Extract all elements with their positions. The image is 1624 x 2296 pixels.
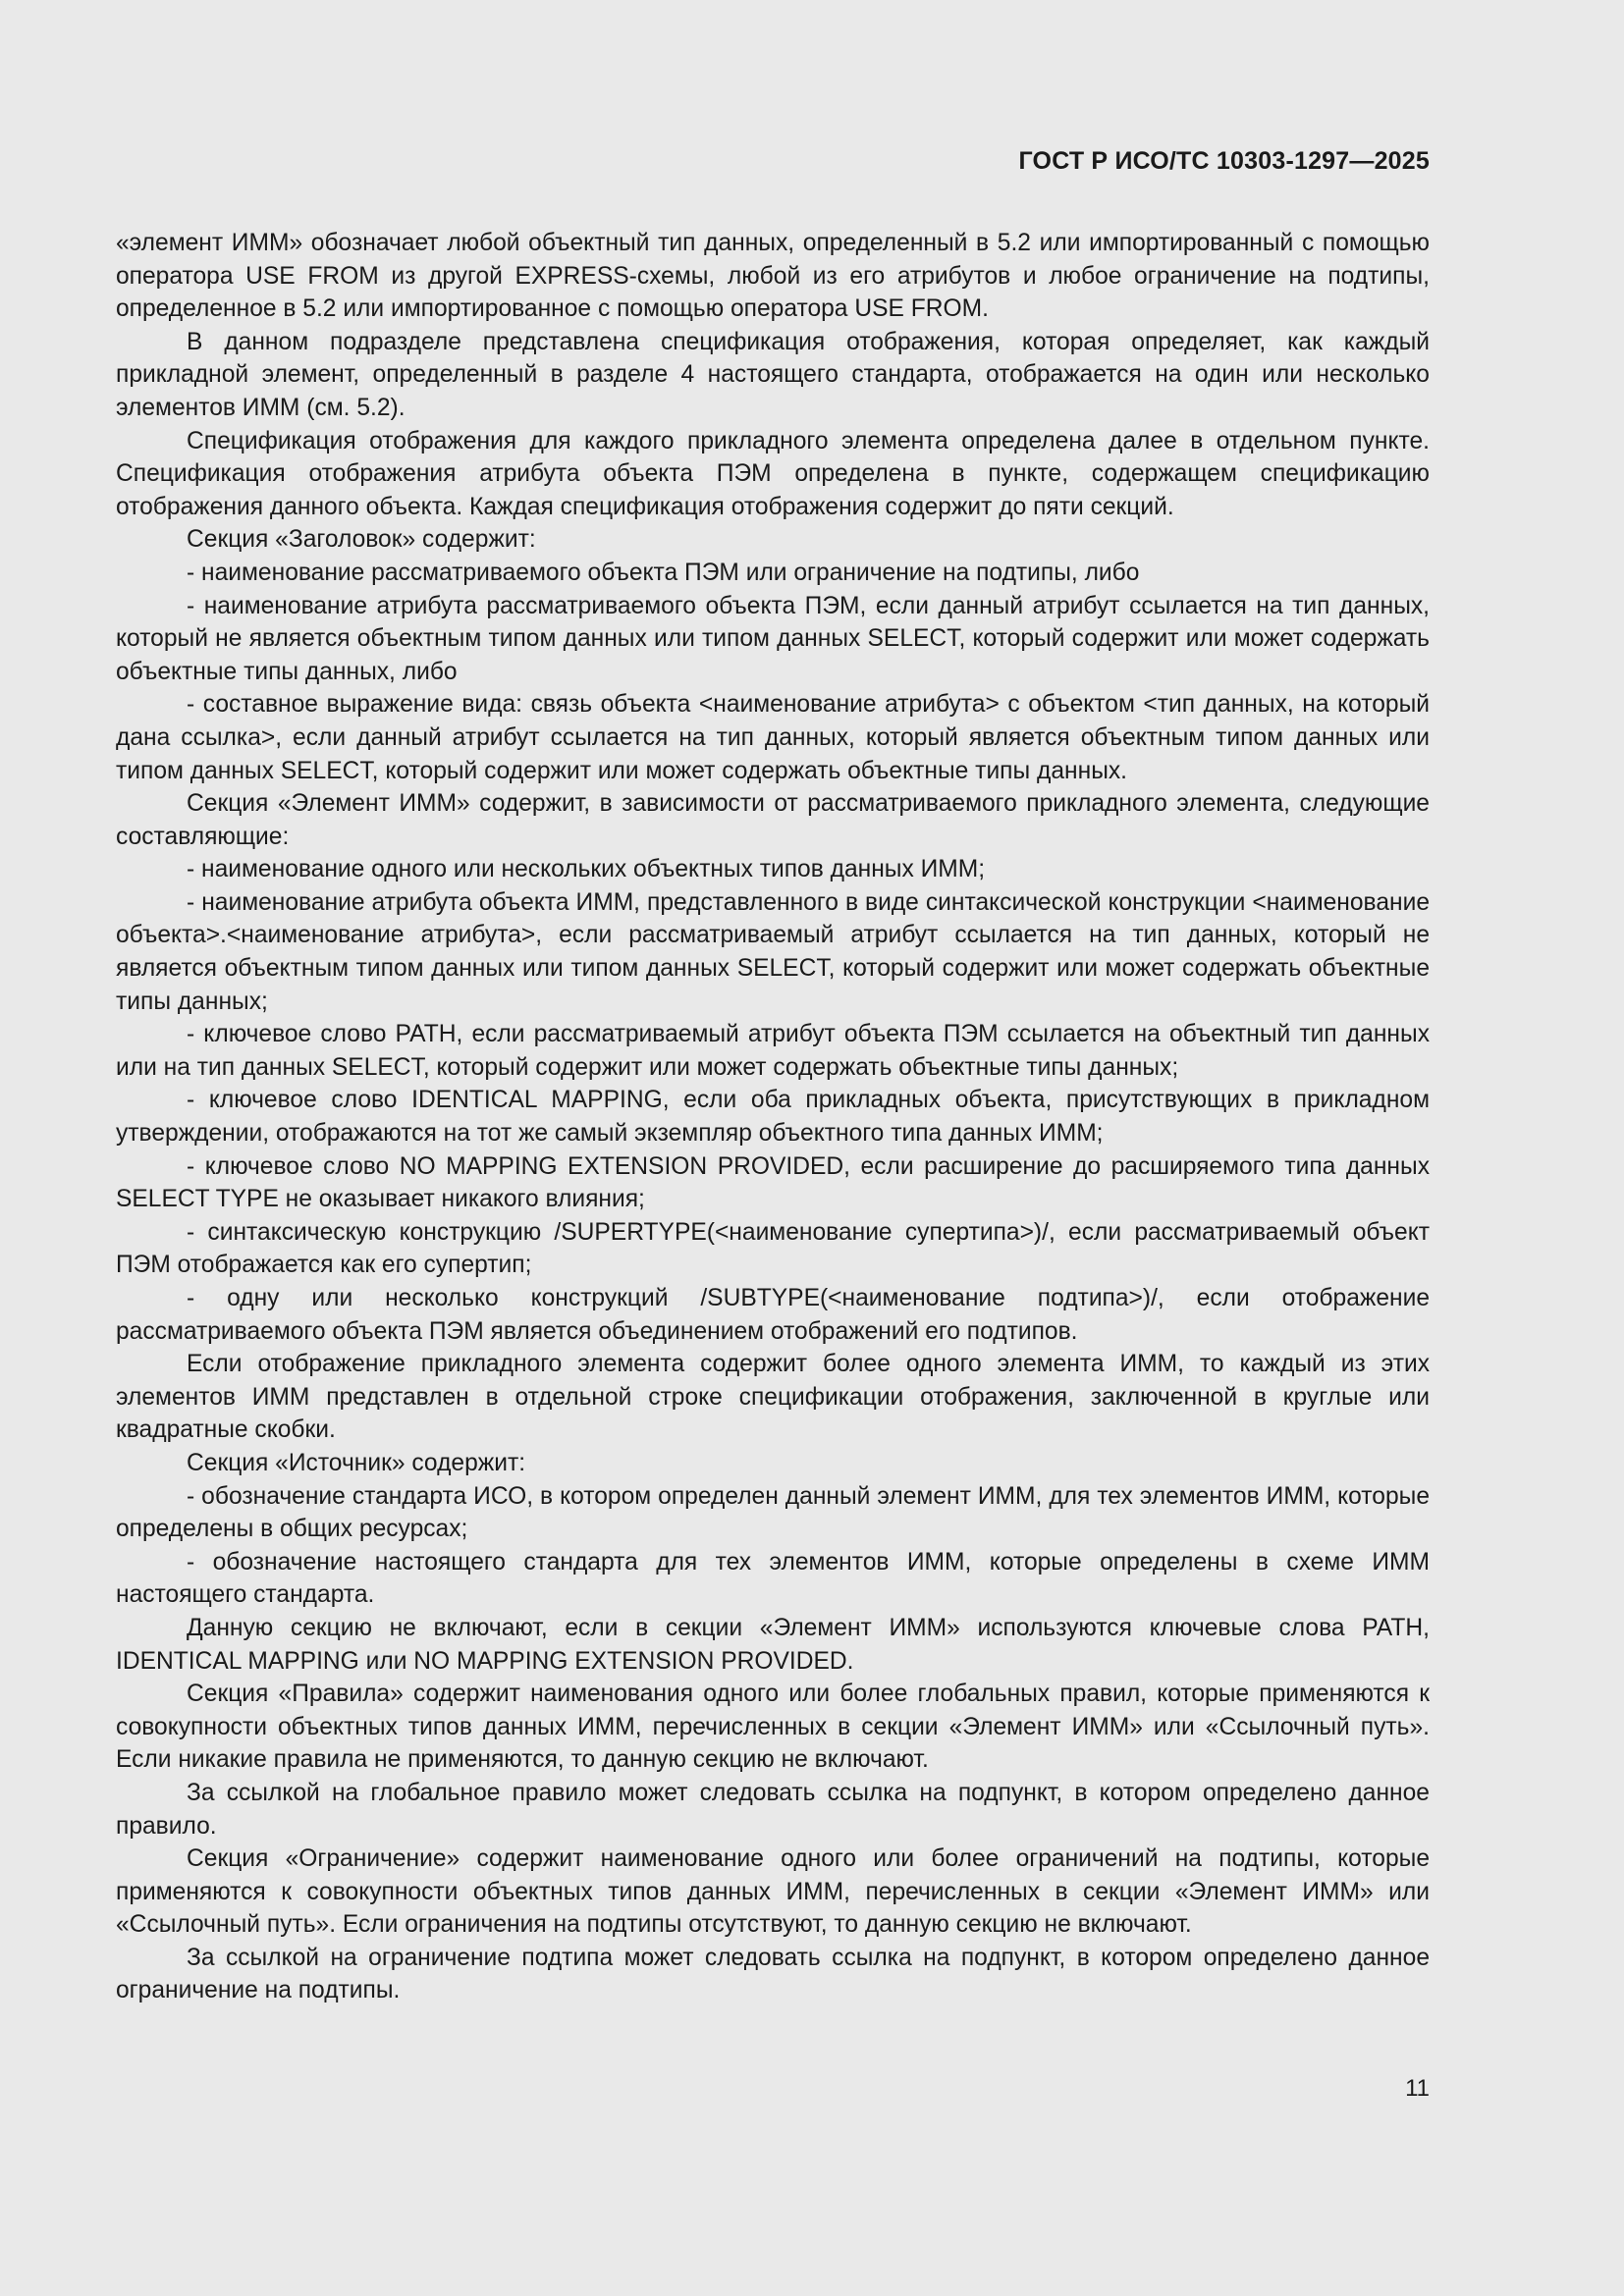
list-item: - синтаксическую конструкцию /SUPERTYPE(<наименование супертипа>)/, если рассматриваемый объект ПЭМ отображается как его супертип; [116, 1218, 1430, 1279]
page-number: 11 [1405, 2075, 1430, 2102]
paragraph: Если отображение прикладного элемента содержит более одного элемента ИММ, то каждый из этих элементов ИММ представлен в отдельной строке спецификации отображения, заключенной в круглые или квадратные скобки. [116, 1351, 1430, 1444]
paragraph: «элемент ИММ» обозначает любой объектный тип данных, определенный в 5.2 или импортированный с помощью оператора USE FROM из другой EXPRESS-схемы, любой из его атрибутов и любое ограничение на подтипы, определенное в 5.2 или импортированное с помощью оператора USE FROM. [116, 230, 1430, 323]
list-item: - наименование одного или нескольких объектных типов данных ИММ; [187, 856, 986, 883]
paragraph: Секция «Правила» содержит наименования одного или более глобальных правил, которые применяются к совокупности объектных типов данных ИММ, перечисленных в секции «Элемент ИММ» или «Ссылочный путь». Если никакие правила не применяются, то данную секцию не включают. [116, 1681, 1430, 1774]
list-item: - составное выражение вида: связь объекта <наименование атрибута> с объектом <тип данных, на который дана ссылка>, если данный атрибут ссылается на тип данных, который является объектным типом данных или типом данных SELECT, который содержит или может содержать объектные типы данных. [116, 691, 1430, 784]
paragraph: Данную секцию не включают, если в секции «Элемент ИММ» используются ключевые слова PATH, IDENTICAL MAPPING или NO MAPPING EXTENSION PROVIDED. [116, 1614, 1430, 1675]
paragraph: Секция «Элемент ИММ» содержит, в зависимости от рассматриваемого прикладного элемента, следующие составляющие: [116, 790, 1430, 850]
list-item: - ключевое слово IDENTICAL MAPPING, если оба прикладных объекта, присутствующих в прикладном утверждении, отображаются на тот же самый экземпляр объектного типа данных ИММ; [116, 1087, 1430, 1148]
paragraph: Секция «Источник» содержит: [187, 1449, 526, 1476]
list-item: - одну или несколько конструкций /SUBTYPE(<наименование подтипа>)/, если отображение рассматриваемого объекта ПЭМ является объединением отображений его подтипов. [116, 1285, 1430, 1345]
paragraph: Секция «Ограничение» содержит наименование одного или более ограничений на подтипы, которые применяются к совокупности объектных типов данных ИММ, перечисленных в секции «Элемент ИММ» или «Ссылочный путь». Если ограничения на подтипы отсутствуют, то данную секцию не включают. [116, 1845, 1430, 1939]
paragraph: За ссылкой на глобальное правило может следовать ссылка на подпункт, в котором определено данное правило. [116, 1779, 1430, 1840]
paragraph: В данном подразделе представлена спецификация отображения, которая определяет, как каждый прикладной элемент, определенный в разделе 4 настоящего стандарта, отображается на один или несколько элементов ИММ (см. 5.2). [116, 328, 1430, 421]
document-header: ГОСТ Р ИСО/ТС 10303-1297—2025 [1018, 147, 1430, 175]
list-item: - наименование рассматриваемого объекта ПЭМ или ограничение на подтипы, либо [187, 559, 1140, 586]
list-item: - наименование атрибута объекта ИММ, представленного в виде синтаксической конструкции <наименование объекта>.<наименование атрибута>, если рассматриваемый атрибут ссылается на тип данных, который не является объектным типом данных или типом данных SELECT, который содержит или может содержать объектные типы данных; [116, 888, 1430, 1015]
paragraph: Секция «Заголовок» содержит: [187, 526, 536, 554]
list-item: - обозначение настоящего стандарта для тех элементов ИММ, которые определены в схеме ИММ настоящего стандарта. [116, 1548, 1430, 1609]
document-body [116, 227, 1430, 2007]
list-item: - ключевое слово PATH, если рассматриваемый атрибут объекта ПЭМ ссылается на объектный тип данных или на тип данных SELECT, который содержит или может содержать объектные типы данных; [116, 1021, 1430, 1081]
paragraph: За ссылкой на ограничение подтипа может следовать ссылка на подпункт, в котором определено данное ограничение на подтипы. [116, 1944, 1430, 2004]
list-item: - ключевое слово NO MAPPING EXTENSION PROVIDED, если расширение до расширяемого типа данных SELECT TYPE не оказывает никакого влияния; [116, 1152, 1430, 1213]
list-item: - наименование атрибута рассматриваемого объекта ПЭМ, если данный атрибут ссылается на тип данных, который не является объектным типом данных или типом данных SELECT, который содержит или может содержать объектные типы данных, либо [116, 592, 1430, 685]
paragraph: Спецификация отображения для каждого прикладного элемента определена далее в отдельном пункте. Спецификация отображения атрибута объекта ПЭМ определена в пункте, содержащем спецификацию отображения данного объекта. Каждая спецификация отображения содержит до пяти секций. [116, 427, 1430, 520]
list-item: - обозначение стандарта ИСО, в котором определен данный элемент ИММ, для тех элементов ИММ, которые определены в общих ресурсах; [116, 1482, 1430, 1543]
